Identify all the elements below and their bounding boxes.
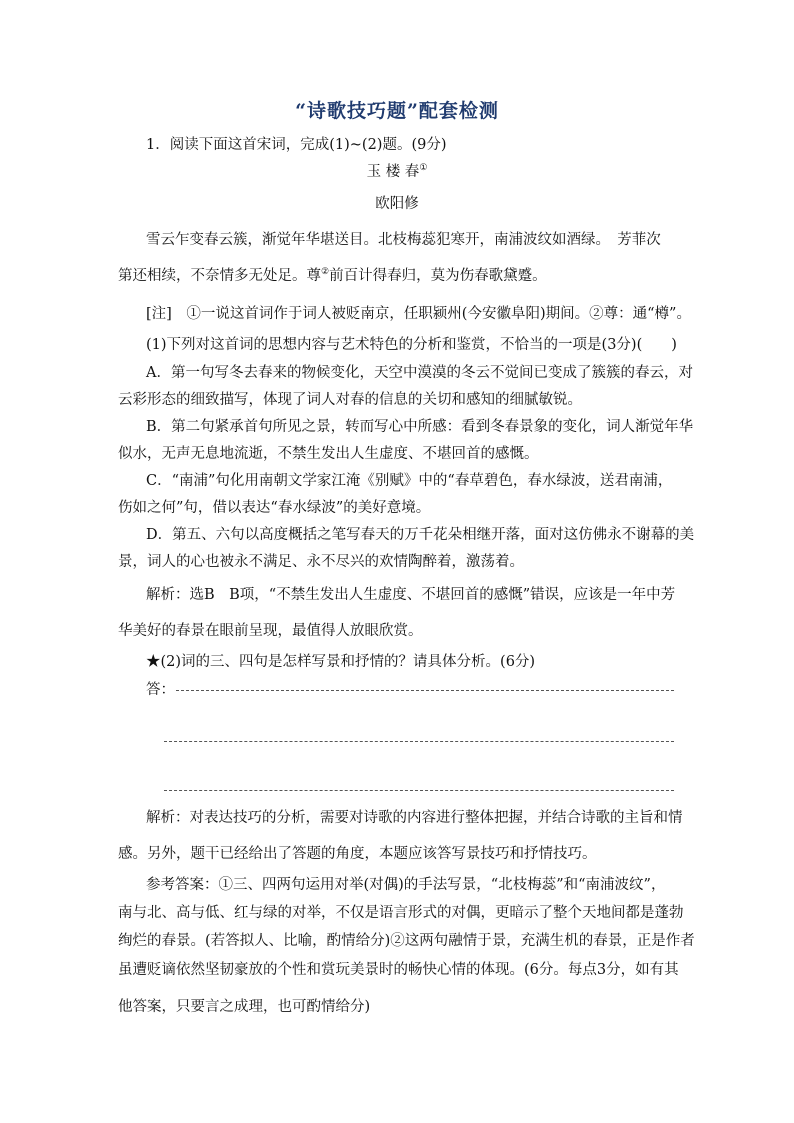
sub2-analysis-line-1: 解析：对表达技巧的分析，需要对诗歌的内容进行整体把握，并结合诗歌的主旨和情 [146,810,683,826]
reference-answer-line-3: 绚烂的春景。(若答拟人、比喻，酌情给分)②这两句融情于景，充满生机的春景，正是作者 [118,933,695,949]
option-d-line-2: 景，词人的心也被永不满足、永不尽兴的欢情陶醉着，激荡着。 [118,554,524,570]
poem-line-2: 第还相续，不奈情多无处足。尊②前百计得春归，莫为伤春歌黛蹙。 [118,267,547,284]
sub1-analysis-line-2: 华美好的春景在眼前呈现，最值得人放眼欣赏。 [118,623,423,639]
reference-answer-line-1: 参考答案：①三、四两句运用对举(对偶)的手法写景，“北枝梅蕊”和“南浦波纹”， [146,877,666,893]
answer-line-2[interactable] [164,741,674,742]
reference-answer-line-5: 他答案，只要言之成理，也可酌情给分) [118,999,371,1015]
sub2-analysis-line-2: 感。另外，题干已经给出了答题的角度，本题应该答写景技巧和抒情技巧。 [118,846,597,862]
option-d-line-1: D．第五、六句以高度概括之笔写春天的万千花朵相继开落，面对这仿佛永不谢幕的美 [146,527,695,543]
option-c-line-2: 伤如之何”句，借以表达“春水绿波”的美好意境。 [118,500,431,516]
option-a-line-2: 云彩形态的细致描写，体现了词人对春的信息的关切和感知的细腻敏锐。 [118,392,582,408]
option-c-line-1: C．“南浦”句化用南朝文学家江淹《别赋》中的“春草碧色，春水绿波，送君南浦， [146,473,673,489]
reference-answer-line-2: 南与北、高与低、红与绿的对举，不仅是语言形式的对偶，更暗示了整个天地间都是蓬勃 [118,905,684,921]
reference-answer-line-4: 虽遭贬谪依然坚韧豪放的个性和赏玩美景时的畅快心情的体现。(6分。每点3分，如有其 [118,962,679,978]
poem-author: 欧阳修 [375,196,419,212]
answer-line-3[interactable] [164,790,674,791]
option-a-line-1: A．第一句写冬去春来的物候变化，天空中漠漠的冬云不觉间已变成了簇簇的春云，对 [146,365,693,381]
question-1-intro: 1．阅读下面这首宋词，完成(1)~(2)题。(9分) [146,137,447,153]
sub2-question: ★(2)词的三、四句是怎样写景和抒情的？请具体分析。(6分) [146,654,536,670]
option-b-line-2: 似水，无声无息地流逝，不禁生发出人生虚度、不堪回首的感慨。 [118,446,539,462]
poem-line-1: 雪云乍变春云簇，渐觉年华堪送目。北枝梅蕊犯寒开，南浦波纹如酒绿。 芳菲次 [146,232,661,248]
page-title: “诗歌技巧题”配套检测 [295,100,499,122]
poem-note: [注] ①一说这首词作于词人被贬南京，任职颍州(今安徽阜阳)期间。②尊：通“樽”。 [146,306,691,322]
answer-line-1[interactable] [176,690,674,691]
sub1-question: (1)下列对这首词的思想内容与艺术特色的分析和鉴赏，不恰当的一项是(3分)( ) [146,337,677,353]
option-b-line-1: B．第二句紧承首句所见之景，转而写心中所感：看到冬春景象的变化，词人渐觉年华 [146,419,694,435]
poem-title: 玉 楼 春① [366,163,428,180]
sub1-analysis-line-1: 解析：选B B项，“不禁生发出人生虚度、不堪回首的感慨”错误，应该是一年中芳 [146,587,676,603]
answer-label: 答： [146,682,175,698]
